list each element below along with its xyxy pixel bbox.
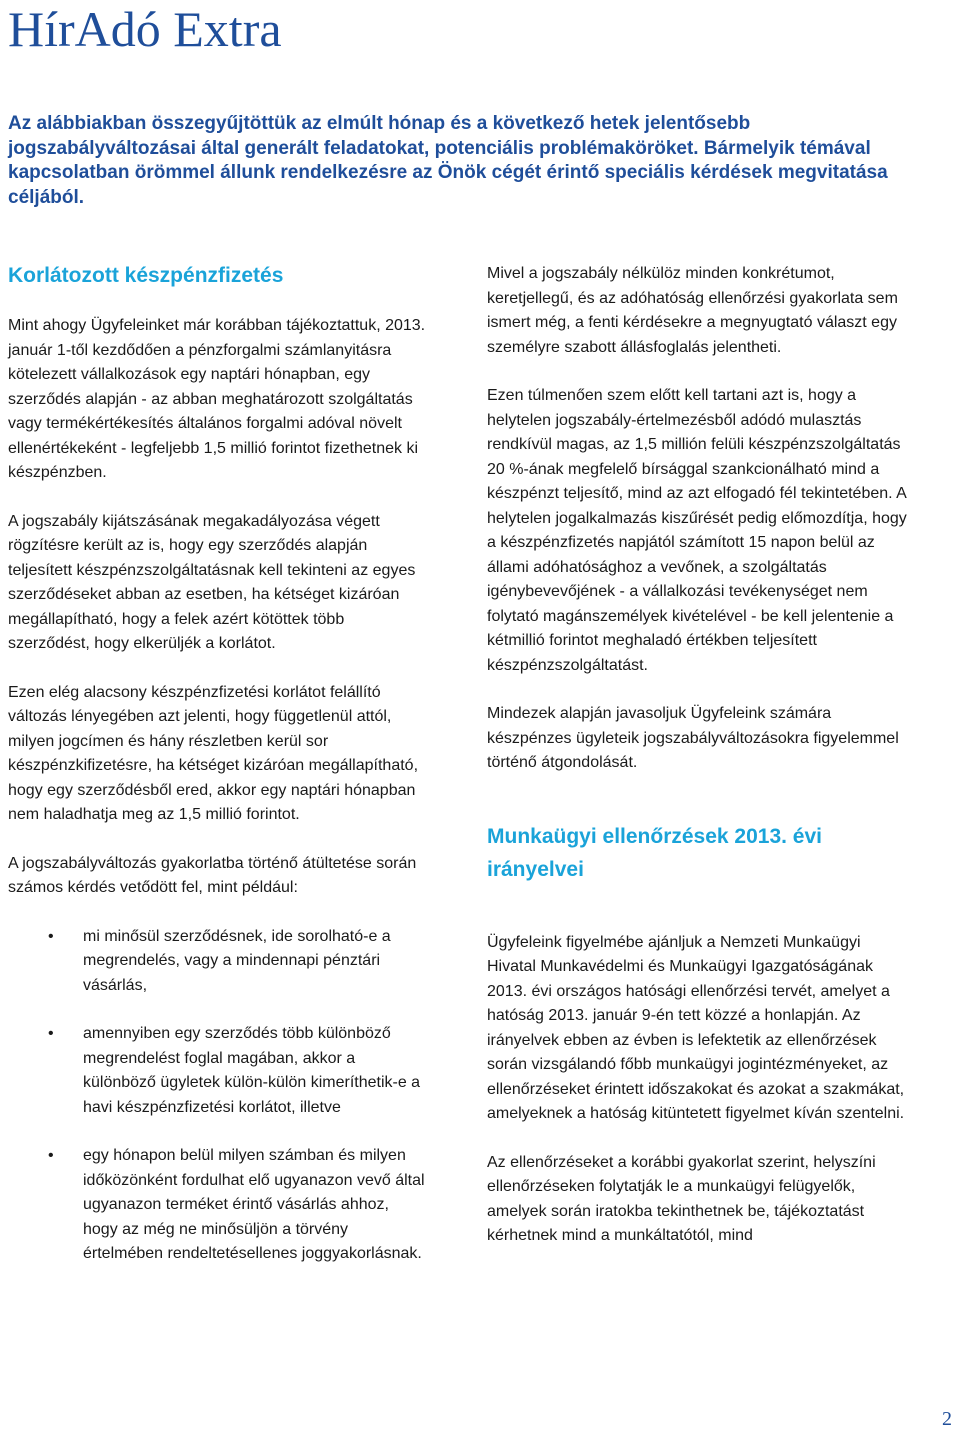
list-item bbox=[8, 925, 428, 999]
body-paragraph: Az ellenőrzéseket a korábbi gyakorlat szerint, helyszíni ellenőrzéseken folytatják le a munkaügyi felügyelők, amelyek során iratokba tekinthetnek be, tájékoztatást kérhetnek mind a munkáltatótól, mind bbox=[487, 1153, 876, 1244]
bullet-icon: • bbox=[48, 1025, 54, 1042]
body-paragraph: Ezen túlmenően szem előtt kell tartani azt is, hogy a helytelen jogszabály-értelmezésből adódó mulasztás rendkívül magas, az 1,5 millión felüli készpénzszolgáltatás 20 %-ának megfelelő bírsággal szankcionálható mind a készpénzt teljesítő, mind az azt elfogadó fél tekintetében. A helytelen jogalkalmazás kiszűrését pedig előmozdítja, hogy a készpénzfizetés napjától számított 15 napon belül az állami adóhatósághoz a vevőnek, a szolgáltatás igénybevevőjének - a vállalkozási tevékenységet nem folytató magánszemélyek kivételével - be kell jelentenie a kétmillió forintot meghaladó értékben teljesített készpénzszolgáltatást. bbox=[487, 387, 907, 674]
section-heading-labour-inspections: Munkaügyi ellenőrzések 2013. évi irányelvei bbox=[487, 824, 822, 881]
page-title: HírAdó Extra bbox=[8, 1, 282, 57]
list-item-text: egy hónapon belül milyen számban és milyen időközönként fordulhat elő ugyanazon vevő által ugyanazon terméket érintő vásárlás ahhoz, hogy az még ne minősüljön a törvény értelmében rendeltetésellenes joggyakorlásnak. bbox=[83, 1147, 425, 1262]
body-paragraph: Ügyfeleink figyelmébe ajánljuk a Nemzeti Munkaügyi Hivatal Munkavédelmi és Munkaügyi Igazgatóságának 2013. évi országos hatósági ellenőrzési tervét, amelyet a hatóság 2013. január 9-én tett közzé a honlapján. Az irányelvek ebben az évben is lefektetik az ellenőrzések során vizsgálandó főbb munkaügyi jogintézményeket, az ellenőrzéseket érintett időszakokat és azokat a szakmákat, amelyeknek a hatóság kitüntetett figyelmet kíván szentelni. bbox=[487, 933, 905, 1122]
list-item bbox=[8, 1144, 428, 1267]
body-paragraph: Mivel a jogszabály nélkülöz minden konkrétumot, keretjellegű, és az adóhatóság ellenőrzési gyakorlata sem ismert még, a fenti kérdésekre a megnyugtató választ egy személyre szabott állásfoglalás jelentheti. bbox=[487, 265, 898, 356]
list-item bbox=[8, 1022, 428, 1120]
intro-paragraph: Az alábbiakban összegyűjtöttük az elmúlt hónap és a következő hetek jelentősebb jogszabályváltozásai által generált feladatokat, potenciális problémaköröket. Bármelyik témával kapcsolatban örömmel állunk rendelkezésre az Önök cégét érintő speciális kérdések megvitatása céljából. bbox=[8, 113, 888, 208]
left-column bbox=[8, 262, 428, 1291]
page-number: 2 bbox=[942, 1408, 952, 1430]
body-paragraph: Mindezek alapján javasoljuk Ügyfeleink számára készpénzes ügyleteik jogszabályváltozásokra figyelemmel történő átgondolását. bbox=[487, 705, 899, 771]
bullet-icon: • bbox=[48, 927, 54, 945]
body-paragraph: A jogszabályváltozás gyakorlatba történő átültetése során számos kérdés vetődött fel, mint például: bbox=[8, 854, 417, 896]
section-heading-cash-payment: Korlátozott készpénzfizetés bbox=[8, 264, 284, 287]
body-paragraph: A jogszabály kijátszásának megakadályozása végett rögzítésre került az is, hogy egy szerződés alapján teljesített készpénzszolgáltatásnak kell tekinteni az egyes szerződéseket abban az esetben, ha kétséget kizáróan megállapítható, hogy a felek azért kötöttek több szerződést, hogy elkerüljék a korlátot. bbox=[8, 512, 416, 652]
body-paragraph: Ezen elég alacsony készpénzfizetési korlátot felállító változás lényegében azt jelenti, hogy függetlenül attól, milyen jogcímen és hány részletben kerül sor készpénzkifizetésre, ha kétséget kizáróan megállapítható, hogy egy szerződésből ered, akkor egy naptári hónapban nem haladhatja meg az 1,5 millió forintot. bbox=[8, 683, 419, 823]
list-item-text: amennyiben egy szerződés több különböző megrendelést foglal magában, akkor a különböző ügyletek külön-külön kimeríthetik-e a havi készpénzfizetési korlátot, illetve bbox=[83, 1025, 421, 1116]
right-column bbox=[487, 262, 907, 1273]
question-list bbox=[8, 925, 428, 1267]
body-paragraph: Mint ahogy Ügyfeleinket már korábban tájékoztattuk, 2013. január 1-től kezdődően a pénzforgalmi számlanyitásra kötelezett vállalkozások egy naptári hónapban, egy szerződés alapján - az abban meghatározott szolgáltatás vagy termékértékesítés általános forgalmi adóval növelt ellenértékeként - legfeljebb 1,5 millió forintot fizethetnek ki készpénzben. bbox=[8, 317, 426, 481]
bullet-icon: • bbox=[48, 1147, 54, 1164]
list-item-text: mi minősül szerződésnek, ide sorolható-e a megrendelés, vagy a mindennapi pénztári vásárlás, bbox=[83, 927, 391, 994]
